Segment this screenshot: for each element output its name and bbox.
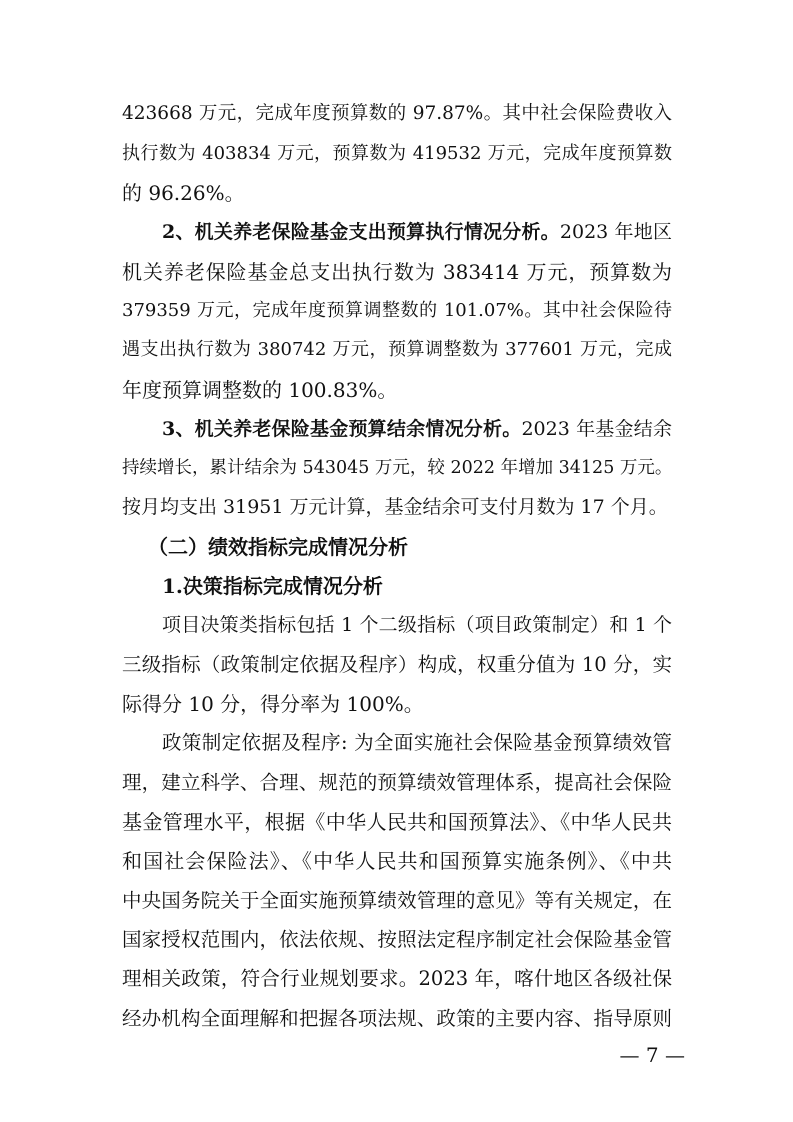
body-text-line: 按月均支出 31951 万元计算，基金结余可支付月数为 17 个月。 [122, 496, 668, 518]
body-text: 2023 年基金结余 [521, 418, 672, 440]
sub-heading: 1.决策指标完成情况分析 [162, 574, 383, 598]
body-text-line: 基金管理水平，根据《中华人民共和国预算法》、《中华人民共 [122, 810, 672, 834]
paragraph-heading: 2、机关养老保险基金支出预算执行情况分析。 [162, 221, 560, 243]
body-text: 2023 年地区 [559, 221, 672, 243]
body-text-line: 年度预算调整数的 100.83%。 [122, 378, 398, 402]
body-text-line: 持续增长，累计结余为 543045 万元，较 2022 年增加 34125 万元。 [122, 458, 673, 478]
paragraph-heading: 3、机关养老保险基金预算结余情况分析。 [162, 418, 522, 440]
body-text-line: 的 96.26%。 [122, 181, 245, 205]
body-text-line: 379359 万元，完成年度预算调整数的 101.07%。其中社会保险待 [122, 300, 672, 321]
body-text-line: 执行数为 403834 万元，预算数为 419532 万元，完成年度预算数 [122, 143, 672, 164]
paragraph-first-line [162, 417, 672, 441]
body-text-line: 中央国务院关于全面实施预算绩效管理的意见》等有关规定，在 [122, 889, 672, 912]
body-text-line: 理，建立科学、合理、规范的预算绩效管理体系，提高社会保险 [122, 771, 672, 794]
body-text-line: 遇支出执行数为 380742 万元，预算调整数为 377601 万元，完成 [122, 339, 672, 360]
body-text-line: 际得分 10 分，得分率为 100%。 [122, 692, 424, 716]
body-text-line: 423668 万元，完成年度预算数的 97.87%。其中社会保险费收入 [122, 103, 672, 124]
paragraph-first-line [162, 220, 672, 244]
body-text-line: 国家授权范围内，依法依规、按照法定程序制定社会保险基金管 [122, 928, 672, 951]
body-text-line: 政策制定依据及程序: 为全面实施社会保险基金预算绩效管 [162, 731, 672, 754]
body-text-line: 项目决策类指标包括 1 个二级指标（项目政策制定）和 1 个 [162, 614, 672, 636]
body-text-line: 经办机构全面理解和把握各项法规、政策的主要内容、指导原则 [122, 1007, 672, 1030]
section-heading: （二）绩效指标完成情况分析 [148, 535, 408, 559]
body-text-line: 机关养老保险基金总支出执行数为 383414 万元，预算数为 [122, 260, 672, 284]
body-text-line: 三级指标（政策制定依据及程序）构成，权重分值为 10 分，实 [122, 653, 672, 676]
body-text-line: 和国社会保险法》、《中华人民共和国预算实施条例》、《中共 [122, 849, 672, 873]
page-number: — 7 — [619, 1043, 685, 1067]
body-text-line: 理相关政策，符合行业规划要求。2023 年，喀什地区各级社保 [122, 967, 672, 990]
